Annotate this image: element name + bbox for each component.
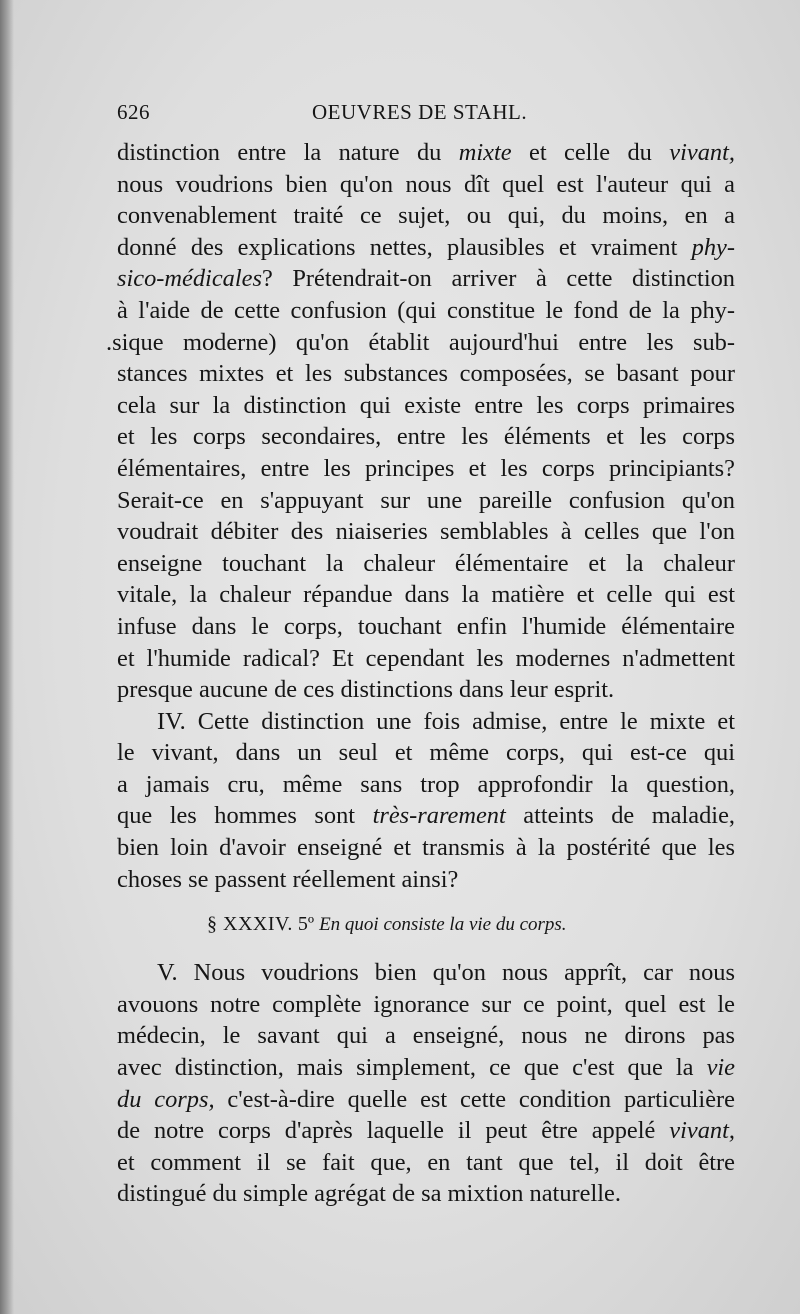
text-line: du corps, c'est-à-dire quelle est cette condition particulière	[117, 1085, 735, 1113]
section-title: En quoi consiste la vie du corps.	[319, 914, 567, 936]
paragraph-3	[117, 957, 735, 1210]
text-line: élémentaires, entre les principes et les corps principiants?	[117, 454, 735, 482]
text-line: IV. Cette distinction une fois admise, entre le mixte et	[157, 707, 735, 735]
text-line: presque aucune de ces distinctions dans leur esprit.	[117, 676, 615, 704]
page-number: 626	[117, 100, 150, 124]
text-line: et l'humide radical? Et cependant les modernes n'admettent	[117, 644, 735, 672]
text-line: et les corps secondaires, entre les éléments et les corps	[117, 423, 735, 451]
body-text	[106, 137, 736, 1210]
text-line: distingué du simple agrégat de sa mixtion naturelle.	[117, 1180, 621, 1208]
running-title: OEUVRES DE STAHL.	[312, 100, 528, 124]
section-number: 5º	[297, 913, 315, 936]
text-line: et comment il se fait que, en tant que tel, il doit être	[117, 1148, 735, 1176]
text-line: Serait-ce en s'appuyant sur une pareille confusion qu'on	[117, 486, 735, 514]
text-line: le vivant, dans un seul et même corps, qui est-ce qui	[117, 739, 735, 767]
text-line: enseigne touchant la chaleur élémentaire et la chaleur	[117, 549, 735, 577]
running-header	[117, 96, 732, 130]
text-line: sico-médicales? Prétendrait-on arriver à cette distinction	[117, 265, 735, 293]
text-line: vitale, la chaleur répandue dans la matière et celle qui est	[117, 581, 735, 609]
text-line: donné des explications nettes, plausibles et vraiment phy-	[117, 233, 735, 261]
page-gutter-shadow	[0, 0, 14, 1314]
text-line: infuse dans le corps, touchant enfin l'humide élémentaire	[117, 612, 735, 640]
paragraph-2	[117, 706, 735, 896]
text-line: avec distinction, mais simplement, ce que c'est que la vie	[117, 1054, 735, 1082]
text-line: V. Nous voudrions bien qu'on nous apprît, car nous	[157, 959, 735, 987]
text-line: de notre corps d'après laquelle il peut être appelé vivant,	[117, 1117, 735, 1145]
text-line: convenablement traité ce sujet, ou qui, du moins, en a	[117, 202, 735, 230]
paragraph-1	[106, 137, 735, 706]
section-mark: § XXXIV.	[207, 913, 293, 936]
text-line: avouons notre complète ignorance sur ce point, quel est le	[117, 990, 735, 1018]
text-line: a jamais cru, même sans trop approfondir la question,	[117, 770, 735, 798]
text-line: choses se passent réellement ainsi?	[117, 865, 459, 893]
text-line: voudrait débiter des niaiseries semblables à celles que l'on	[117, 518, 735, 546]
text-line: cela sur la distinction qui existe entre les corps primaires	[117, 391, 735, 419]
section-heading	[117, 909, 735, 939]
text-line: distinction entre la nature du mixte et celle du vivant,	[117, 139, 735, 166]
text-line: .sique moderne) qu'on établit aujourd'hui entre les sub-	[106, 328, 735, 356]
text-line: stances mixtes et les substances composées, se basant pour	[117, 360, 735, 388]
text-line: à l'aide de cette confusion (qui constitue le fond de la phy-	[117, 296, 735, 324]
text-line: bien loin d'avoir enseigné et transmis à la postérité que les	[117, 834, 735, 862]
text-line: nous voudrions bien qu'on nous dît quel est l'auteur qui a	[117, 170, 735, 198]
text-line: que les hommes sont très-rarement atteints de maladie,	[117, 802, 736, 830]
text-line: médecin, le savant qui a enseigné, nous ne dirons pas	[117, 1022, 735, 1050]
